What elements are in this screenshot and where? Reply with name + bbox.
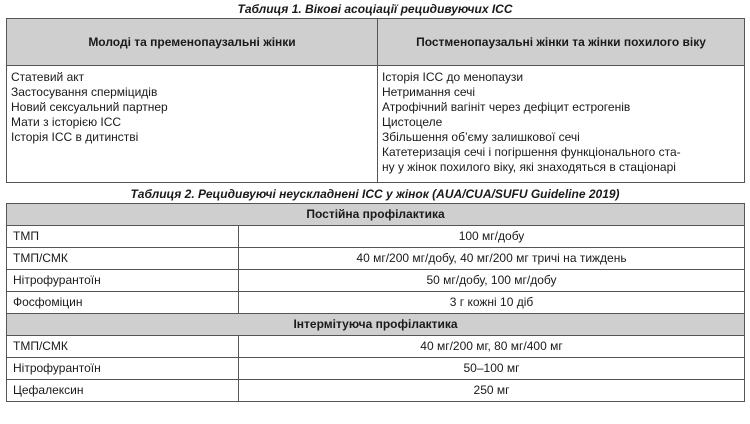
list-item: Історія ІСС в дитинстві [11, 130, 139, 144]
drug-dose: 50 мг/добу, 100 мг/добу [239, 270, 745, 292]
list-item: Статевий акт [11, 70, 85, 84]
table1-body-row [7, 66, 745, 183]
list-item: Застосування сперміцидів [11, 85, 158, 99]
list-item: Мати з історією ІСС [11, 115, 122, 129]
drug-dose: 250 мг [239, 380, 745, 402]
drug-name: ТМП/СМК [7, 248, 239, 270]
table-row [7, 226, 745, 248]
table1-header-row [7, 19, 745, 66]
drug-name: ТМП/СМК [7, 336, 239, 358]
table-row [7, 380, 745, 402]
postmenopausal-factors [378, 66, 745, 183]
table-row [7, 336, 745, 358]
header-postmenopausal-women: Постменопаузальні жінки та жінки похилого віку [378, 19, 745, 66]
table-row [7, 270, 745, 292]
drug-dose: 40 мг/200 мг, 80 мг/400 мг [239, 336, 745, 358]
list-item: Збільшення об’єму залишкової сечі [382, 130, 580, 144]
list-item: Цистоцеле [382, 115, 443, 129]
section-row-intermittent [7, 314, 745, 336]
section-row-continuous [7, 204, 745, 226]
list-item: Нетримання сечі [382, 85, 476, 99]
table1-caption: Таблиця 1. Вікові асоціації рецидивуючих ІСС [237, 2, 513, 16]
drug-dose: 40 мг/200 мг/добу, 40 мг/200 мг тричі на тиждень [239, 248, 745, 270]
list-item: Історія ІСС до менопаузи [382, 70, 524, 84]
section-title: Інтермітуюча профілактика [7, 314, 745, 336]
drug-name: Цефалексин [7, 380, 239, 402]
list-item: ну у жінок похилого віку, які знаходяться в стаціонарі [382, 160, 676, 174]
drug-name: ТМП [7, 226, 239, 248]
section-title: Постійна профілактика [7, 204, 745, 226]
drug-dose: 50–100 мг [239, 358, 745, 380]
list-item: Атрофічний вагініт через дефіцит естрогенів [382, 100, 631, 114]
young-women-factors [7, 66, 378, 183]
drug-name: Нітрофурантоїн [7, 358, 239, 380]
drug-dose: 3 г кожні 10 діб [239, 292, 745, 314]
drug-name: Фосфоміцин [7, 292, 239, 314]
header-young-women: Молоді та пременопаузальні жінки [7, 19, 378, 66]
table-row [7, 292, 745, 314]
table-row [7, 248, 745, 270]
table2-caption: Таблиця 2. Рецидивуючі неускладнені ІСС у жінок (AUA/CUA/SUFU Guideline 2019) [130, 187, 620, 201]
prophylaxis-table [6, 203, 745, 402]
drug-dose: 100 мг/добу [239, 226, 745, 248]
list-item: Новий сексуальний партнер [11, 100, 168, 114]
drug-name: Нітрофурантоїн [7, 270, 239, 292]
age-associations-table [6, 18, 745, 183]
list-item: Катетеризація сечі і погіршення функціонального ста- [382, 145, 681, 159]
table-row [7, 358, 745, 380]
